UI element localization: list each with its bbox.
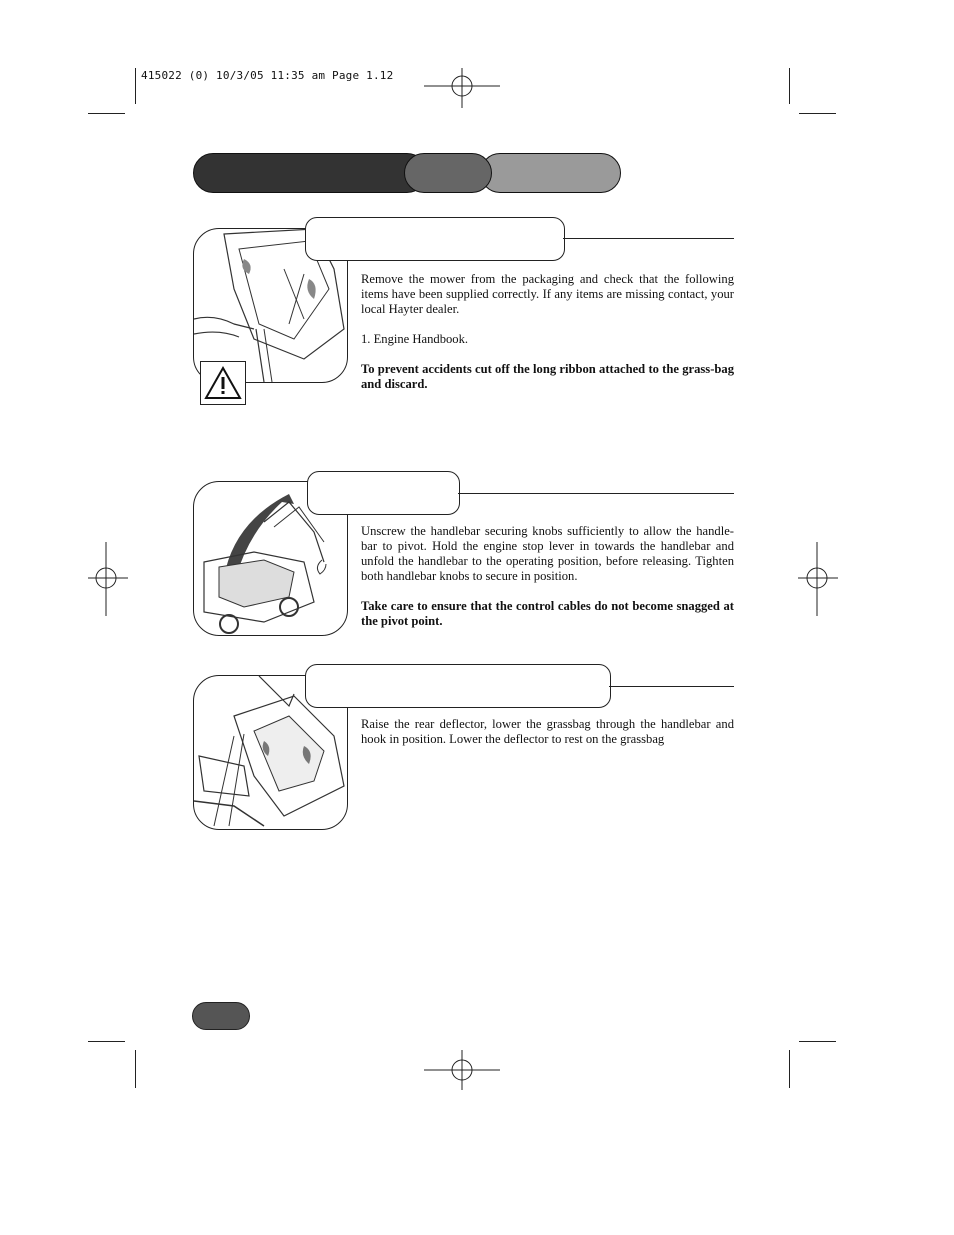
section-2-paragraph-1: Unscrew the handlebar securing knobs sufficiently to allow the handle-bar to pivot. Hold the engine stop lever in towards the handlebar and unfold the handlebar to the operating position, before releasing. Tighten both handlebar knobs to secure in position. <box>361 524 734 583</box>
page-number-badge <box>192 1002 250 1030</box>
registration-mark-icon <box>424 1050 500 1090</box>
section-1-warning: To prevent accidents cut off the long ribbon attached to the grass-bag and discard. <box>361 362 734 391</box>
section-1-body <box>361 272 734 407</box>
section-1-paragraph-2: 1. Engine Handbook. <box>361 332 469 346</box>
warning-box <box>200 361 246 405</box>
section-3-body <box>361 717 734 762</box>
header-bar-mid <box>404 153 492 193</box>
warning-triangle-icon <box>201 362 245 404</box>
registration-mark-icon <box>424 68 500 108</box>
section-2-body <box>361 524 734 644</box>
section-1-paragraph-1: Remove the mower from the packaging and check that the following items have been supplied correctly. If any items are missing contact, your local Hayter dealer. <box>361 272 734 316</box>
header-bar-light <box>480 153 621 193</box>
section-heading-tab-1 <box>305 217 565 261</box>
print-slug: 415022 (0) 10/3/05 11:35 am Page 1.12 <box>141 69 394 82</box>
heading-rule-1 <box>563 238 734 239</box>
section-2-warning: Take care to ensure that the control cables do not become snagged at the pivot point. <box>361 599 734 628</box>
registration-mark-icon <box>798 542 838 616</box>
section-3-paragraph-1: Raise the rear deflector, lower the grassbag through the handlebar and hook in position. Lower the deflector to rest on the grassbag <box>361 717 734 746</box>
heading-rule-2 <box>458 493 734 494</box>
section-heading-tab-2 <box>307 471 460 515</box>
registration-mark-icon <box>88 542 128 616</box>
heading-rule-3 <box>609 686 734 687</box>
header-bar-dark <box>193 153 427 193</box>
section-heading-tab-3 <box>305 664 611 708</box>
